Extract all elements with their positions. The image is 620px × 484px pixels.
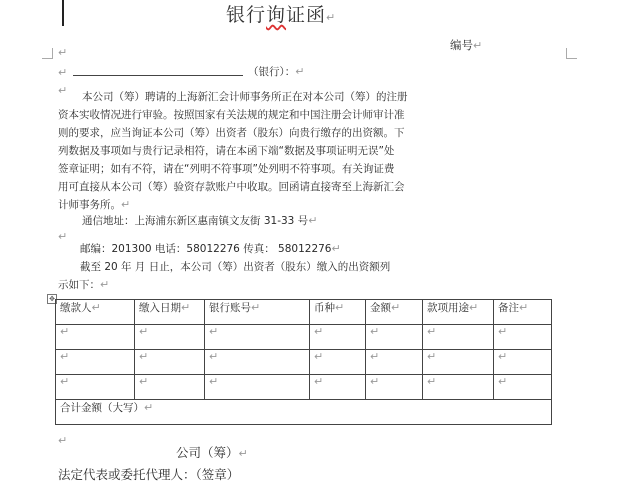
table-cell[interactable]: ↵ xyxy=(310,350,366,375)
header-remarks: 备注↵ xyxy=(494,300,552,325)
table-cell[interactable]: ↵ xyxy=(366,325,423,350)
deadline-line-continued: 示如下：↵ xyxy=(58,278,110,291)
signatory-line: 法定代表或委托代理人：（签章） xyxy=(58,467,240,482)
body-line-2: 资本实收情况进行审验。按照国家有关法规的规定和中国注册会计师审计准 xyxy=(58,109,405,121)
address-line: 通信地址：上海浦东新区惠南镇文友街 31-33 号↵ xyxy=(82,214,318,227)
table-row xyxy=(56,375,552,400)
bank-name-blank[interactable] xyxy=(73,75,243,76)
paragraph-mark: ↵ xyxy=(58,84,68,97)
spellcheck-squiggle: 询 xyxy=(266,4,287,26)
body-line-6: 用可直接从本公司（筹）验资存款账户中收取。回函请直接寄至上海新汇会 xyxy=(58,181,405,193)
contact-line: 邮编：201300 电话：58012276 传真： 58012276↵ xyxy=(80,242,341,255)
body-line-7: 计师事务所。↵ xyxy=(58,198,131,211)
paragraph-mark: ↵ xyxy=(58,434,68,447)
table-cell[interactable]: ↵ xyxy=(494,375,552,400)
table-cell[interactable]: ↵ xyxy=(423,375,494,400)
table-cell[interactable]: ↵ xyxy=(56,325,135,350)
table-cell[interactable]: ↵ xyxy=(135,325,205,350)
deadline-line: 截至 20 年 月 日止，本公司（筹）出资者（股东）缴入的出资额列 xyxy=(80,261,391,273)
table-cell[interactable]: ↵ xyxy=(494,325,552,350)
table-row xyxy=(56,350,552,375)
bank-label: （银行）：↵ xyxy=(248,65,305,78)
table-total-row xyxy=(56,400,552,425)
page-margin-corner xyxy=(566,48,577,59)
header-payer: 缴款人↵ xyxy=(56,300,135,325)
header-bank-account: 银行账号↵ xyxy=(205,300,310,325)
table-cell[interactable]: ↵ xyxy=(494,350,552,375)
table-move-handle[interactable]: ✥ xyxy=(47,294,57,304)
text-cursor xyxy=(62,0,64,26)
table-cell[interactable]: ↵ xyxy=(56,375,135,400)
table-cell[interactable]: ↵ xyxy=(135,375,205,400)
table-cell[interactable]: ↵ xyxy=(205,375,310,400)
table-cell[interactable]: ↵ xyxy=(366,375,423,400)
body-line-5: 签章证明；如有不符，请在“列明不符事项”处列明不符事项。有关询证费 xyxy=(58,163,395,175)
deposit-table xyxy=(55,299,552,425)
table-row xyxy=(56,325,552,350)
table-cell[interactable]: ↵ xyxy=(366,350,423,375)
page-margin-corner xyxy=(42,48,53,59)
table-cell[interactable]: ↵ xyxy=(310,375,366,400)
document-title: 银行询证函↵ xyxy=(226,4,337,26)
document-number-label: 编号↵ xyxy=(450,38,483,52)
header-amount: 金额↵ xyxy=(366,300,423,325)
paragraph-mark: ↵ xyxy=(58,230,68,243)
table-cell[interactable]: ↵ xyxy=(135,350,205,375)
table-cell[interactable]: ↵ xyxy=(56,350,135,375)
table-cell[interactable]: ↵ xyxy=(423,350,494,375)
body-line-1: 本公司（筹）聘请的上海新汇会计师事务所正在对本公司（筹）的注册 xyxy=(82,91,408,103)
table-cell[interactable]: ↵ xyxy=(205,350,310,375)
table-cell[interactable]: ↵ xyxy=(423,325,494,350)
header-currency: 币种↵ xyxy=(310,300,366,325)
body-line-3: 则的要求，应当询证本公司（筹）出资者（股东）向贵行缴存的出资额。下 xyxy=(58,127,405,139)
body-line-4: 列数据及事项如与贵行记录相符，请在本函下端“数据及事项证明无误”处 xyxy=(58,145,395,157)
header-purpose: 款项用途↵ xyxy=(423,300,494,325)
paragraph-mark: ↵ xyxy=(58,46,68,59)
table-header-row xyxy=(56,300,552,325)
total-amount-cell[interactable]: 合计金额（大写）↵ xyxy=(56,400,552,425)
header-payment-date: 缴入日期↵ xyxy=(135,300,205,325)
table-cell[interactable]: ↵ xyxy=(205,325,310,350)
paragraph-mark: ↵ xyxy=(58,66,68,79)
table-cell[interactable]: ↵ xyxy=(310,325,366,350)
company-line: 公司（筹）↵ xyxy=(176,445,248,460)
